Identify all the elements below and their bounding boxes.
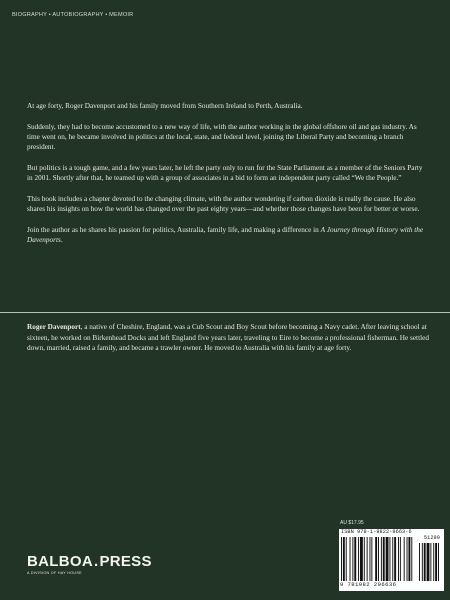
- isbn-barcode-block: [339, 529, 444, 591]
- section-divider: [0, 312, 450, 313]
- ean-digits: 9 781982 296636: [340, 581, 397, 588]
- isbn-label: ISBN 978-1-9822-9663-6: [341, 529, 412, 535]
- author-bio: [27, 322, 429, 354]
- author-bio-body: , a native of Cheshire, England, was a Cub Scout and Boy Scout before becoming a Navy cadet. After leaving school at sixteen, he worked on Birkenhead Docks and left England five years later, traveling to Eire to become a professional fisherman. He settled down, married, raised a family, and became a trawler owner. He moved to Australia with his family at age forty.: [27, 323, 429, 353]
- category-label: BIOGRAPHY • AUTOBIOGRAPHY • MEMOIR: [12, 12, 134, 18]
- publisher-tagline: A DIVISION OF HAY HOUSE: [27, 571, 82, 575]
- book-title: A Journey through History with the Davenports: [27, 225, 424, 244]
- blurb-paragraph: This book includes a chapter devoted to the changing climate, with the author wondering if carbon dioxide is really the cause. He also shares his insights on how the world has changed over the past eighty years—and whether those changes have been for better or worse.: [27, 194, 420, 213]
- isbn-addon-code: 51299: [423, 535, 440, 541]
- barcode-icon: [341, 537, 442, 581]
- author-name: Roger Davenport: [27, 323, 81, 331]
- blurb-text: .: [60, 235, 63, 244]
- blurb-paragraph: [27, 225, 427, 246]
- blurb-paragraph: Suddenly, they had to become accustomed to a new way of life, with the author working in the global offshore oil and gas industry. As time went on, he became involved in politics at the local, state, and federal level, joining the Liberal Party and becoming a branch president.: [27, 122, 417, 152]
- publisher-name: BALBOA.PRESS: [27, 553, 152, 570]
- blurb-text: Join the author as he shares his passion for politics, Australia, family life, and making a difference in: [27, 225, 321, 234]
- author-bio-text: [27, 322, 429, 354]
- blurb-paragraph: But politics is a tough game, and a few years later, he left the party only to run for the State Parliament as a member of the Seniors Party in 2001. Shortly after that, he teamed up with a group of associates in a bid to form an independent party called “We the People.”: [27, 163, 423, 183]
- price-label: AU $17.95: [340, 520, 364, 526]
- publisher-logo: [27, 553, 152, 575]
- blurb-paragraph: At age forty, Roger Davenport and his family moved from Southern Ireland to Perth, Australia.: [27, 102, 303, 110]
- blurb: [27, 101, 427, 255]
- isbn-row: [341, 529, 442, 541]
